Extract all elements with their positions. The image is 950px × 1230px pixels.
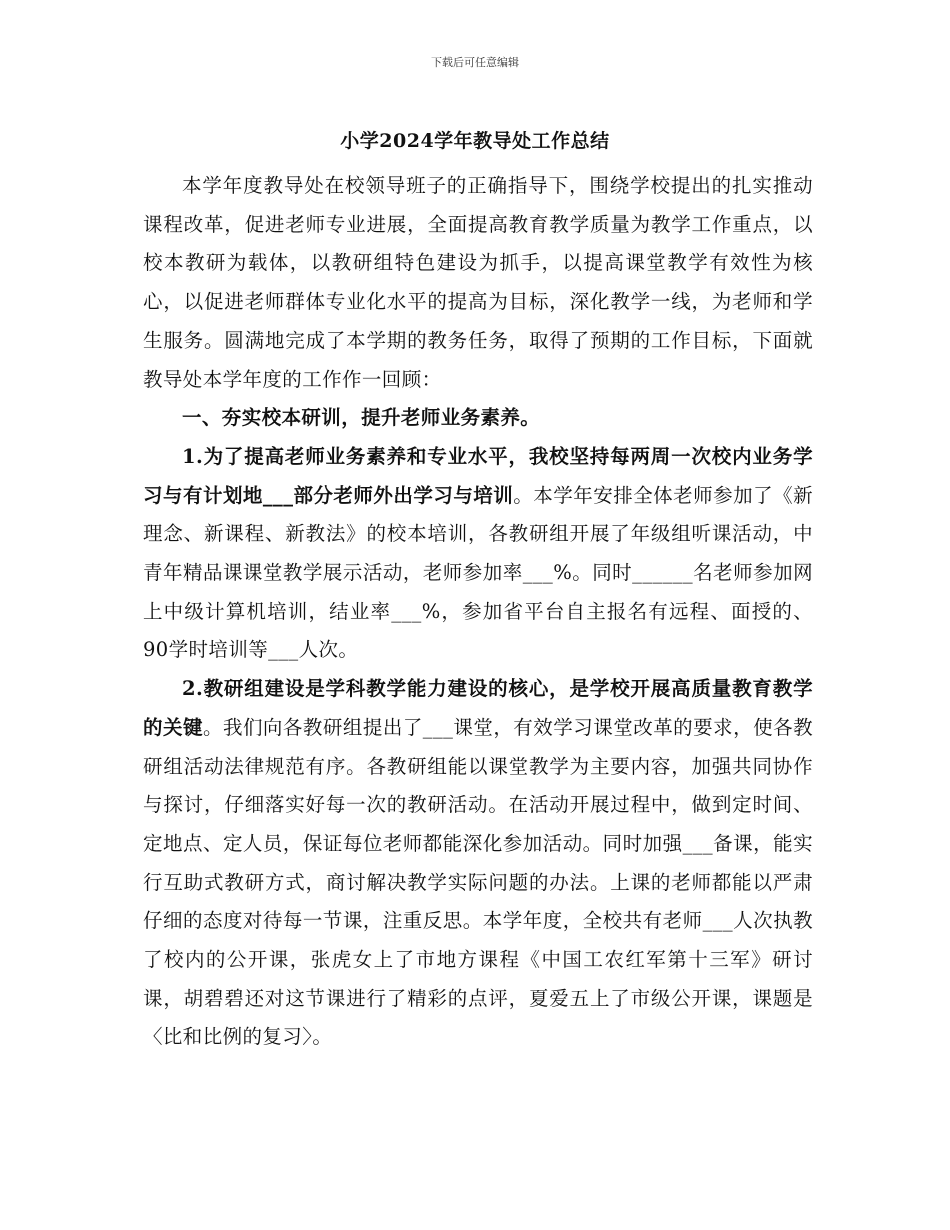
item-2-body: 。我们向各教研组提出了___课堂，有效学习课堂改革的要求，使各教研组活动法律规范有序。各教研组能以课堂教学为主要内容，加强共同协作与探讨，仔细落实好每一次的教研活动。在活动开展过程中，做到定时间、定地点、定人员，保证每位老师都能深化参加活动。同时加强___备课，能实行互助式教研方式，商讨解决教学实际问题的办法。上课的老师都能以严肃仔细的态度对待每一节课，注重反思。本学年度，全校共有老师___人次执教了校内的公开课，张虎女上了市地方课程《中国工农红军第十三军》研讨课，胡碧碧还对这节课进行了精彩的点评，夏爱五上了市级公开课，课题是〈比和比例的复习〉。 <box>143 715 813 1049</box>
item-2-lead: 2.教研组建设是学科教学能力建设的核心，是学校开展高质量教育教学的关键 <box>143 677 813 739</box>
item-1-paragraph <box>143 438 813 670</box>
document-body <box>143 167 813 1057</box>
item-1-lead: 1.为了提高老师业务素养和专业水平，我校坚持每两周一次校内业务学习与有计划地___部分老师外出学习与培训 <box>143 444 813 507</box>
item-2-paragraph <box>143 670 813 1057</box>
intro-paragraph: 本学年度教导处在校领导班子的正确指导下，围绕学校提出的扎实推动课程改革，促进老师专业进展，全面提高教育教学质量为教学工作重点，以校本教研为载体，以教研组特色建设为抓手，以提高课堂教学有效性为核心，以促进老师群体专业化水平的提高为目标，深化教学一线，为老师和学生服务。圆满地完成了本学期的教务任务，取得了预期的工作目标，下面就教导处本学年度的工作作一回顾： <box>143 174 813 391</box>
section-heading-1: 一、夯实校本研训，提升老师业务素养。 <box>182 406 541 430</box>
item-1-body: 。本学年安排全体老师参加了《新理念、新课程、新教法》的校本培训，各教研组开展了年级组听课活动，中青年精品课课堂教学展示活动，老师参加率___%。同时______名老师参加网上中级计算机培训，结业率___%，参加省平台自主报名有远程、面授的、90学时培训等___人次。 <box>143 483 813 662</box>
page-header-note: 下载后可任意编辑 <box>431 56 519 69</box>
document-title: 小学2024学年教导处工作总结 <box>340 130 610 152</box>
